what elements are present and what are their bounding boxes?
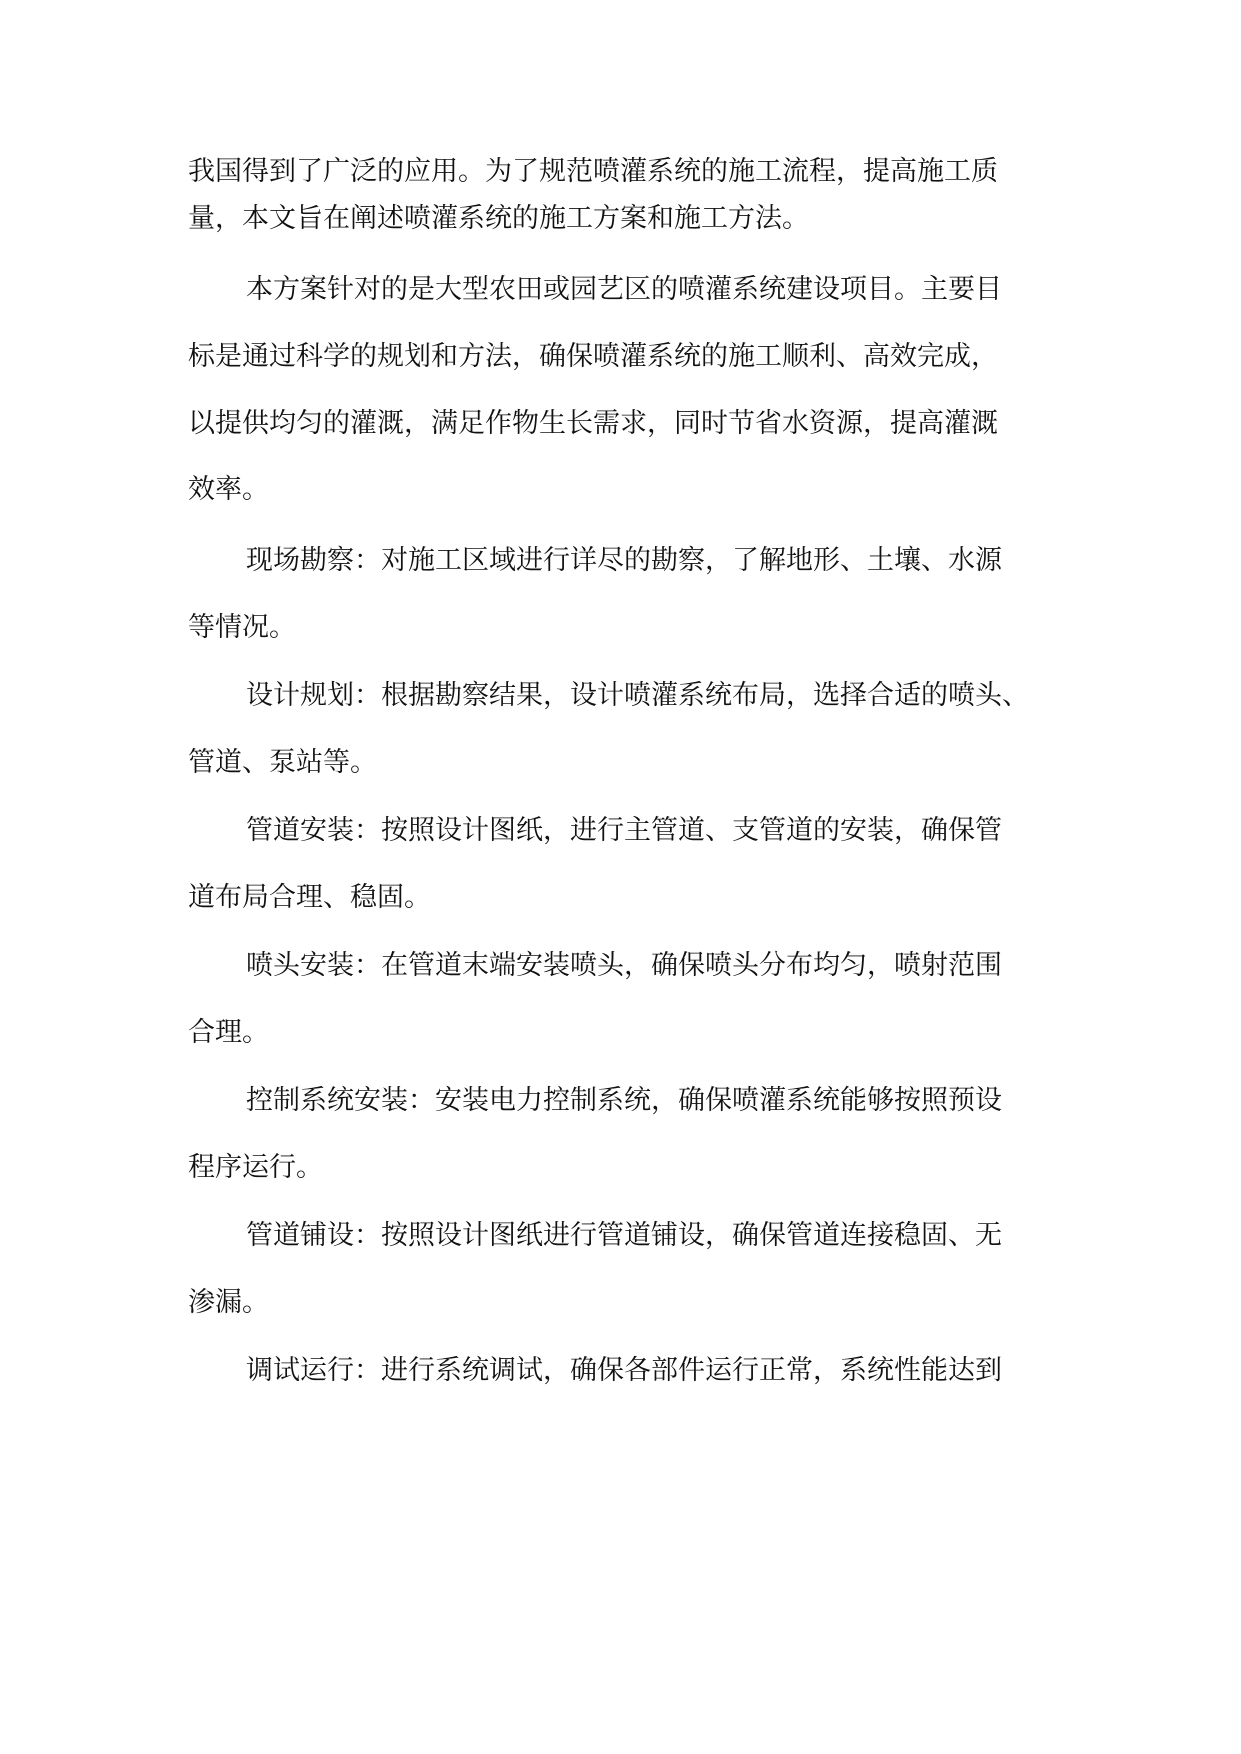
paragraph-start-line: 现场勘察：对施工区域进行详尽的勘察，了解地形、土壤、水源 xyxy=(246,545,1002,576)
text-line: 标是通过科学的规划和方法，确保喷灌系统的施工顺利、高效完成， xyxy=(188,341,998,372)
paragraph-start-line: 管道安装：按照设计图纸，进行主管道、支管道的安装，确保管 xyxy=(246,815,1002,846)
text-line: 等情况。 xyxy=(188,612,296,643)
paragraph-start-line: 调试运行：进行系统调试，确保各部件运行正常，系统性能达到 xyxy=(246,1355,1002,1386)
text-line: 以提供均匀的灌溉，满足作物生长需求，同时节省水资源，提高灌溉 xyxy=(188,408,998,439)
text-line: 渗漏。 xyxy=(188,1287,269,1318)
text-line: 管道、泵站等。 xyxy=(188,747,377,778)
paragraph-start-line: 控制系统安装：安装电力控制系统，确保喷灌系统能够按照预设 xyxy=(246,1085,1002,1116)
paragraph-start-line: 本方案针对的是大型农田或园艺区的喷灌系统建设项目。主要目 xyxy=(246,274,1002,305)
text-line: 效率。 xyxy=(188,474,269,505)
text-line: 合理。 xyxy=(188,1017,269,1048)
text-line: 量，本文旨在阐述喷灌系统的施工方案和施工方法。 xyxy=(188,203,809,234)
paragraph-start-line: 管道铺设：按照设计图纸进行管道铺设，确保管道连接稳固、无 xyxy=(246,1220,1002,1251)
text-line: 我国得到了广泛的应用。为了规范喷灌系统的施工流程，提高施工质 xyxy=(188,156,998,187)
paragraph-start-line: 设计规划：根据勘察结果，设计喷灌系统布局，选择合适的喷头、 xyxy=(246,680,1029,711)
text-line: 程序运行。 xyxy=(188,1152,323,1183)
paragraph-start-line: 喷头安装：在管道末端安装喷头，确保喷头分布均匀，喷射范围 xyxy=(246,950,1002,981)
text-line: 道布局合理、稳固。 xyxy=(188,882,431,913)
